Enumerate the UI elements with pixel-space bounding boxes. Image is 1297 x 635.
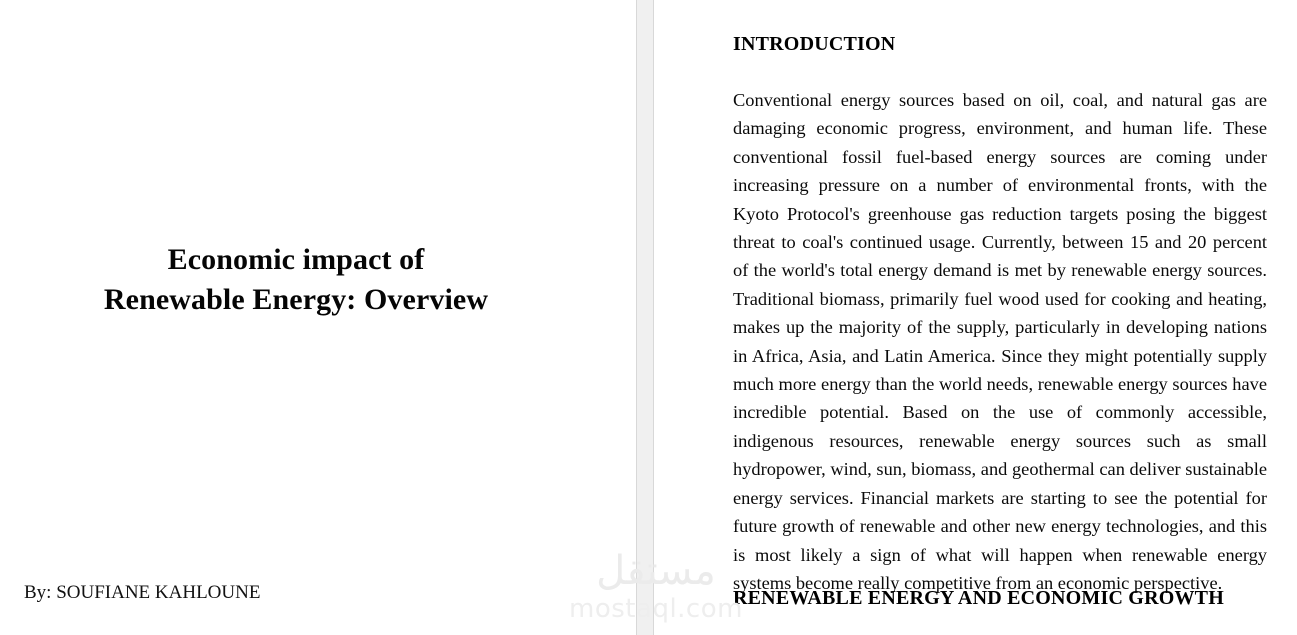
- page-left-cover: [0, 0, 636, 635]
- watermark-domain-text: mostaql.com: [569, 594, 743, 624]
- heading-renewable-energy-and-economic-growth: RENEWABLE ENERGY AND ECONOMIC GROWTH: [733, 587, 1224, 609]
- cover-title: [0, 240, 592, 320]
- watermark-arabic-text: مستقل: [596, 548, 716, 594]
- page-right-content: [654, 0, 1297, 635]
- page-gutter: [636, 0, 654, 635]
- cover-title-line-2: Renewable Energy: Overview: [103, 283, 489, 316]
- cover-author: By: SOUFIANE KAHLOUNE: [24, 582, 261, 603]
- heading-introduction: INTRODUCTION: [733, 33, 896, 55]
- cover-title-line-1: Economic impact of: [167, 243, 425, 276]
- paragraph-introduction: Conventional energy sources based on oil, coal, and natural gas are damaging economic progress, environment, and human life. These conventional fossil fuel-based energy sources are coming under increasing pressure on a number of environmental fronts, with the Kyoto Protocol's greenhouse gas reduction targets posing the biggest threat to coal's continued usage. Currently, between 15 and 20 percent of the world's total energy demand is met by renewable energy sources. Traditional biomass, primarily fuel wood used for cooking and heating, makes up the majority of the supply, particularly in developing nations in Africa, Asia, and Latin America. Since they might potentially supply much more energy than the world needs, renewable energy sources have incredible potential. Based on the use of commonly accessible, indigenous resources, renewable energy sources such as small hydropower, wind, sun, biomass, and geothermal can deliver sustainable energy services. Financial markets are starting to see the potential for future growth of renewable and other new energy technologies, and this is most likely a sign of what will happen when renewable energy systems become really competitive from an economic perspective.: [733, 90, 1267, 593]
